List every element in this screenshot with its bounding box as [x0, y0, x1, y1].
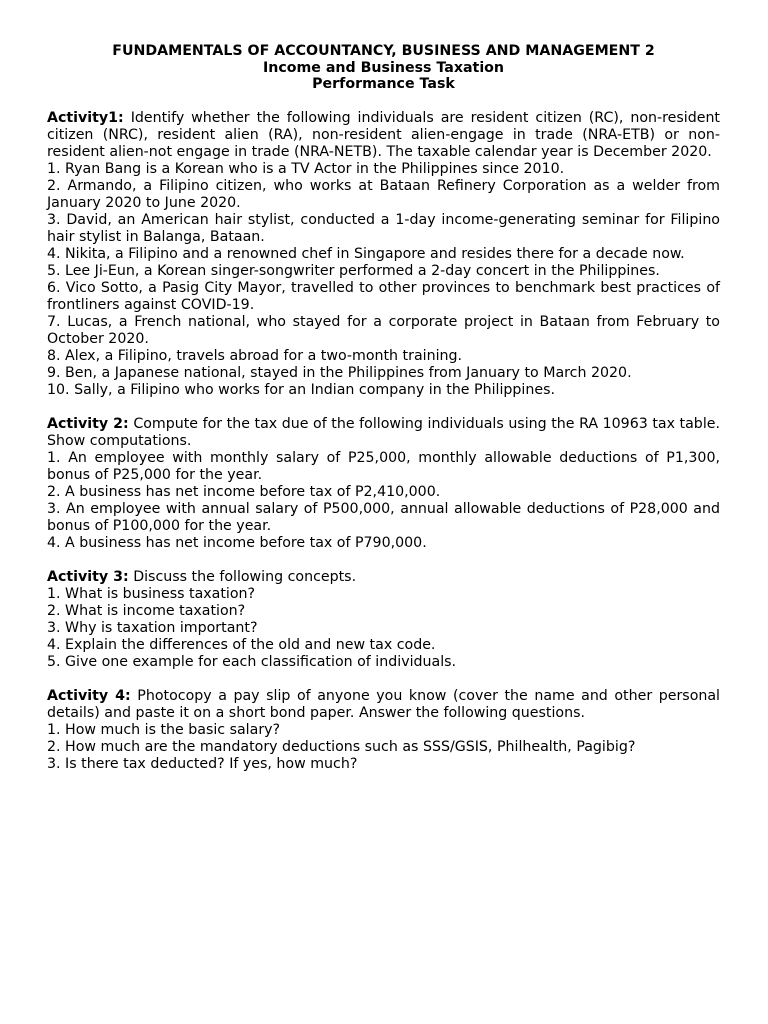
activity-label: Activity 4:: [47, 687, 131, 704]
activity-item: 4. A business has net income before tax of P790,000.: [47, 534, 427, 551]
activity-item: 4. Explain the differences of the old and new tax code.: [47, 636, 436, 653]
activities-list: [47, 110, 720, 773]
activity-section-2: [47, 416, 720, 552]
course-title: FUNDAMENTALS OF ACCOUNTANCY, BUSINESS AND MANAGEMENT 2: [112, 43, 655, 59]
activity-item: 1. An employee with monthly salary of P25,000, monthly allowable deductions of P1,300, bonus of P25,000 for the year.: [47, 449, 720, 483]
activity-section-4: [47, 688, 720, 773]
activity-item: 10. Sally, a Filipino who works for an Indian company in the Philippines.: [47, 381, 555, 398]
activity-item: 8. Alex, a Filipino, travels abroad for a two-month training.: [47, 347, 463, 364]
activity-item: 3. Is there tax deducted? If yes, how much?: [47, 755, 358, 772]
activity-item: 3. An employee with annual salary of P500,000, annual allowable deductions of P28,000 and bonus of P100,000 for the year.: [47, 500, 720, 534]
activity-instruction-block: [47, 688, 720, 722]
activity-instruction: Identify whether the following individuals are resident citizen (RC), non-resident citizen (NRC), resident alien (RA), non-resident alien-engage in trade (NRA-ETB) or non-resident alien-not engage in trade (NRA-NETB). The taxable calendar year is December 2020.: [47, 109, 720, 160]
activity-label: Activity 3:: [47, 568, 129, 585]
activity-section-1: [47, 110, 720, 399]
activity-instruction: Compute for the tax due of the following individuals using the RA 10963 tax table. Show computations.: [47, 415, 720, 449]
task-title: Performance Task: [312, 76, 455, 92]
activity-item: 5. Give one example for each classification of individuals.: [47, 653, 457, 670]
activity-item: 1. How much is the basic salary?: [47, 721, 281, 738]
activity-instruction: Photocopy a pay slip of anyone you know (cover the name and other personal details) and paste it on a short bond paper. Answer the following questions.: [47, 687, 721, 721]
subject-title: Income and Business Taxation: [262, 59, 505, 76]
activity-item: 7. Lucas, a French national, who stayed for a corporate project in Bataan from February to October 2020.: [47, 313, 720, 347]
activity-item: 1. What is business taxation?: [47, 585, 256, 602]
activity-item: 9. Ben, a Japanese national, stayed in the Philippines from January to March 2020.: [47, 364, 632, 381]
activity-item: 1. Ryan Bang is a Korean who is a TV Actor in the Philippines since 2010.: [47, 160, 565, 177]
document-page: [47, 43, 720, 790]
activity-instruction-block: [47, 416, 720, 450]
activity-item: 3. David, an American hair stylist, conducted a 1-day income-generating seminar for Filipino hair stylist in Balanga, Bataan.: [47, 211, 720, 245]
activity-label: Activity1:: [47, 109, 124, 126]
activity-item: 2. A business has net income before tax of P2,410,000.: [47, 483, 441, 500]
activity-item: 2. How much are the mandatory deductions such as SSS/GSIS, Philhealth, Pagibig?: [47, 738, 636, 755]
activity-item: 5. Lee Ji-Eun, a Korean singer-songwriter performed a 2-day concert in the Philippines.: [47, 262, 660, 279]
activity-item: 3. Why is taxation important?: [47, 619, 258, 636]
activity-item: 6. Vico Sotto, a Pasig City Mayor, travelled to other provinces to benchmark best practices of frontliners against COVID-19.: [47, 279, 720, 313]
activity-section-3: [47, 569, 720, 671]
activity-item: 4. Nikita, a Filipino and a renowned chef in Singapore and resides there for a decade now.: [47, 245, 685, 262]
activity-item: 2. Armando, a Filipino citizen, who works at Bataan Refinery Corporation as a welder from January 2020 to June 2020.: [47, 177, 720, 211]
document-header: [47, 43, 720, 93]
activity-instruction-block: [47, 110, 720, 161]
activity-label: Activity 2:: [47, 415, 129, 432]
activity-item: 2. What is income taxation?: [47, 602, 246, 619]
activity-instruction: Discuss the following concepts.: [133, 568, 357, 585]
activity-instruction-block: [47, 569, 720, 586]
